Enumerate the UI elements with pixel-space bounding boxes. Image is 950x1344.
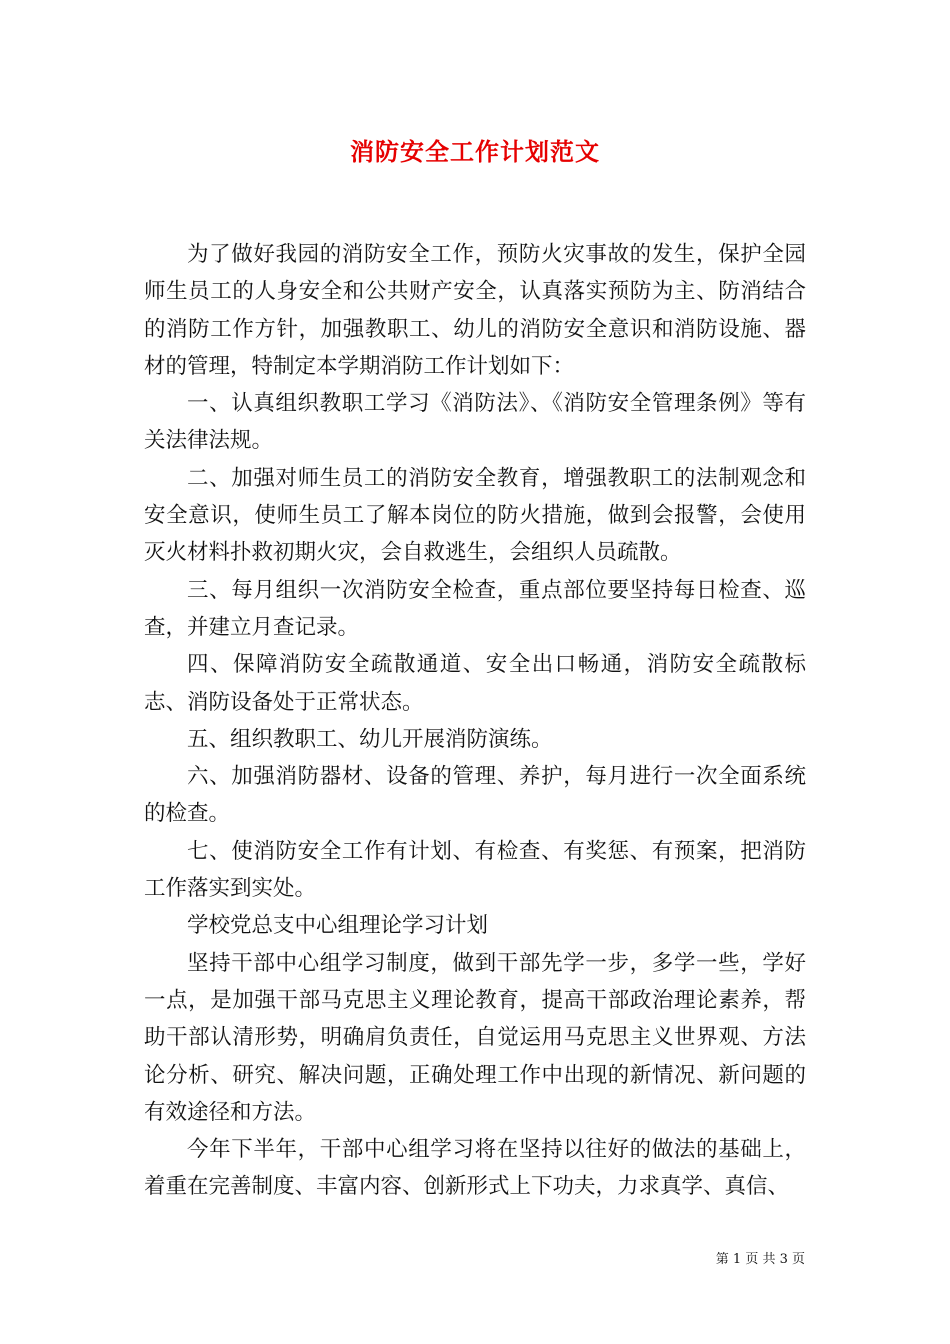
paragraph-item-4: 四、保障消防安全疏散通道、安全出口畅通，消防安全疏散标志、消防设备处于正常状态。 — [144, 652, 806, 715]
page-number: 第 1 页 共 3 页 — [715, 1252, 805, 1267]
paragraph-intro: 为了做好我园的消防安全工作，预防火灾事故的发生，保护全园师生员工的人身安全和公共财产安全，认真落实预防为主、防消结合的消防工作方针，加强教职工、幼儿的消防安全意识和消防设施、器材的管理，特制定本学期消防工作计划如下： — [144, 242, 806, 379]
document-body — [144, 236, 806, 1206]
paragraph-item-7: 七、使消防安全工作有计划、有检查、有奖惩、有预案，把消防工作落实到实处。 — [144, 838, 806, 902]
paragraph-item-5: 五、组织教职工、幼儿开展消防演练。 — [187, 726, 553, 752]
paragraph-item-3: 三、每月组织一次消防安全检查，重点部位要坚持每日检查、巡查，并建立月查记录。 — [144, 577, 806, 640]
paragraph-study-1: 坚持干部中心组学习制度，做到干部先学一步，多学一些，学好一点，是加强干部马克思主义理论教育，提高干部政治理论素养，帮助干部认清形势，明确肩负责任，自觉运用马克思主义世界观、方法论分析、研究、解决问题，正确处理工作中出现的新情况、新问题的有效途径和方法。 — [144, 950, 806, 1125]
paragraph-item-2: 二、加强对师生员工的消防安全教育，增强教职工的法制观念和安全意识，使师生员工了解本岗位的防火措施，做到会报警，会使用灭火材料扑救初期火灾，会自救逃生，会组织人员疏散。 — [144, 465, 806, 566]
paragraph-item-6: 六、加强消防器材、设备的管理、养护，每月进行一次全面系统的检查。 — [144, 764, 806, 827]
paragraph-study-2: 今年下半年，干部中心组学习将在坚持以往好的做法的基础上，着重在完善制度、丰富内容、创新形式上下功夫，力求真学、真信、 — [144, 1137, 806, 1200]
paragraph-item-1: 一、认真组织教职工学习《消防法》、《消防安全管理条例》等有关法律法规。 — [144, 391, 806, 454]
section-heading: 学校党总支中心组理论学习计划 — [187, 913, 489, 939]
document-title: 消防安全工作计划范文 — [350, 137, 600, 166]
